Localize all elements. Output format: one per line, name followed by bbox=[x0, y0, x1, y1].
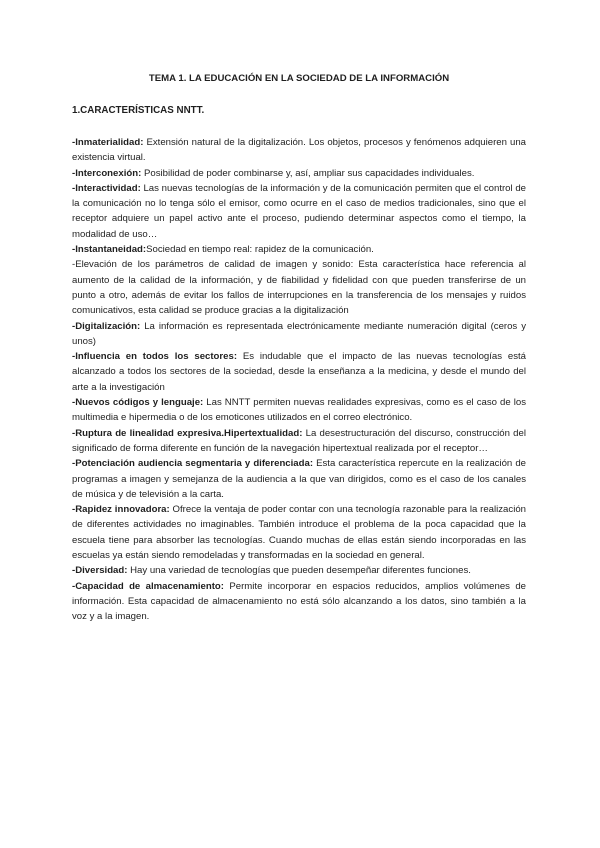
item-term: -Rapidez innovadora: bbox=[72, 504, 170, 516]
list-item bbox=[72, 181, 526, 242]
item-text: La información es representada electrónicamente mediante numeración digital (ceros y unos) bbox=[72, 320, 526, 347]
list-item bbox=[72, 242, 526, 257]
item-text: Permite incorporar en espacios reducidos, amplios volúmenes de información. Esta capacidad de almacenamiento no está sólo alcanzando a los datos, sino también a la voz y a la imagen. bbox=[72, 580, 526, 623]
section-heading: 1.CARACTERÍSTICAS NNTT. bbox=[72, 105, 205, 116]
document-title: TEMA 1. LA EDUCACIÓN EN LA SOCIEDAD DE LA INFORMACIÓN bbox=[148, 73, 450, 84]
item-text: Esta característica repercute en la realización de programas a imagen y semejanza de la audiencia a la que van dirigidos, como es el caso de los canales de música y de televisión a la carta. bbox=[72, 458, 526, 500]
list-item bbox=[72, 426, 526, 457]
item-text: Es indudable que el impacto de las nuevas tecnologías está alcanzado a todos los sectores de la sociedad, desde la enseñanza a la medicina, y desde el mundo del arte a la investigación bbox=[72, 351, 526, 393]
item-term: -Influencia en todos los sectores: bbox=[72, 351, 238, 363]
item-term: -Instantaneidad: bbox=[72, 244, 147, 256]
item-text: La desestructuración del discurso, construcción del significado de forma diferente en función de la navegación hipertextual realizada por el receptor… bbox=[72, 427, 526, 454]
item-term: -Nuevos códigos y lenguaje: bbox=[72, 397, 204, 409]
item-term: -Inmaterialidad: bbox=[72, 137, 144, 148]
list-item bbox=[72, 456, 526, 502]
document-page bbox=[72, 72, 526, 625]
list-item bbox=[72, 502, 526, 563]
item-text: Las nuevas tecnologías de la información y de la comunicación permiten que el control de la comunicación no lo tenga sólo el emisor, como ocurre en el caso de medios tradicionales, sino que el receptor adquiere un papel activo ante el proceso, pudiendo determinar aspectos como el tiempo, la modalidad de uso… bbox=[72, 182, 526, 240]
list-item bbox=[72, 349, 526, 395]
list-item bbox=[72, 319, 526, 350]
item-term: -Capacidad de almacenamiento: bbox=[72, 580, 224, 592]
item-term: -Ruptura de linealidad expresiva.Hipertextualidad: bbox=[72, 427, 303, 439]
list-item bbox=[72, 563, 526, 578]
list-item bbox=[72, 579, 526, 625]
item-text: Extensión natural de la digitalización. Los objetos, procesos y fenómenos adquieren una existencia virtual. bbox=[72, 137, 526, 164]
item-text: Hay una variedad de tecnologías que pueden desempeñar diferentes funciones. bbox=[127, 565, 471, 577]
item-text: Las NNTT permiten nuevas realidades expresivas, como es el caso de los multimedia e hipermedia o de los emoticones utilizados en el correo electrónico. bbox=[72, 397, 527, 424]
item-term: -Potenciación audiencia segmentaria y diferenciada: bbox=[72, 458, 314, 470]
item-text: -Elevación de los parámetros de calidad de imagen y sonido: Esta característica hace referencia al aumento de la calidad de la información, y de fiabilidad y fidelidad con que pueden transferirse de un punto a otro, además de evitar los fallos de interrupciones en la transferencia de los mensajes y ruidos comunicativos, esta calidad se produce gracias a la digitalización bbox=[72, 259, 526, 317]
item-term: -Interconexión: bbox=[72, 167, 142, 179]
item-text: Posibilidad de poder combinarse y, así, ampliar sus capacidades individuales. bbox=[141, 167, 475, 179]
item-term: -Diversidad: bbox=[72, 565, 128, 577]
list-item bbox=[72, 257, 526, 318]
item-text: Sociedad en tiempo real: rapidez de la comunicación. bbox=[146, 244, 374, 256]
list-item bbox=[72, 395, 526, 426]
item-term: -Digitalización: bbox=[72, 320, 141, 332]
characteristics-list bbox=[72, 135, 526, 625]
list-item bbox=[72, 135, 526, 166]
item-text: Ofrece la ventaja de poder contar con una tecnología razonable para la realización de diferentes actividades no imaginables. También introduce el problema de la poca capacidad que la escuela tiene para absorber las tecnologías. Cuando muchas de ellas están siendo incorporadas en las escuelas ya están siendo remodeladas y transformadas en la sociedad en general. bbox=[72, 504, 526, 562]
list-item bbox=[72, 166, 526, 181]
item-term: -Interactividad: bbox=[72, 182, 141, 194]
